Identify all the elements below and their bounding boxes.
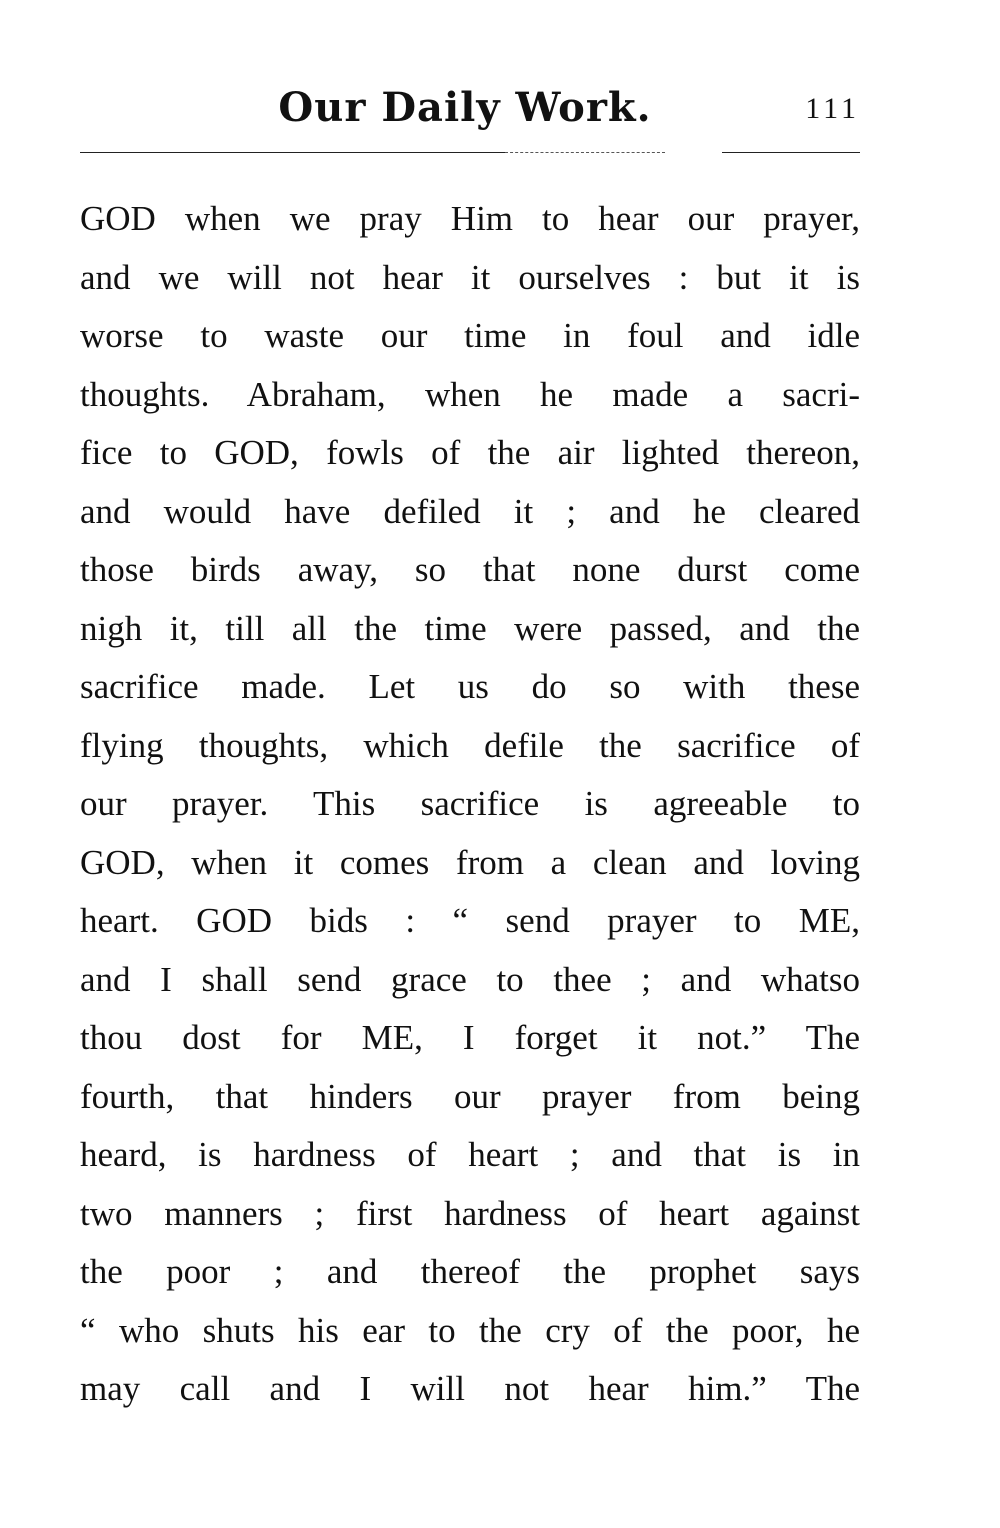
- text-line: the poor ; and thereof the prophet says: [80, 1252, 860, 1291]
- page-number: 111: [805, 92, 860, 125]
- text-line: those birds away, so that none durst come: [80, 550, 860, 589]
- header-rule: [722, 152, 860, 153]
- text-line: heart. GOD bids : “ send prayer to ME,: [80, 901, 860, 940]
- text-line: worse to waste our time in foul and idle: [80, 316, 860, 355]
- text-line: fice to GOD, fowls of the air lighted thereon,: [80, 433, 860, 472]
- text-line: our prayer. This sacrifice is agreeable to: [80, 784, 860, 823]
- text-line: thoughts. Abraham, when he made a sacri-: [80, 374, 860, 414]
- text-line: two manners ; first hardness of heart against: [80, 1193, 860, 1233]
- text-line: heard, is hardness of heart ; and that is in: [80, 1135, 860, 1174]
- header-rule: [80, 152, 505, 153]
- text-line: and would have defiled it ; and he cleared: [80, 491, 860, 531]
- body-text: [80, 190, 860, 1419]
- text-line: “ who shuts his ear to the cry of the poor, he: [80, 1310, 860, 1350]
- running-head: [0, 78, 1000, 138]
- header-rule: [505, 152, 665, 153]
- text-line: nigh it, till all the time were passed, and the: [80, 608, 860, 648]
- text-line: thou dost for ME, I forget it not.” The: [80, 1018, 860, 1057]
- text-line: fourth, that hinders our prayer from being: [80, 1076, 860, 1116]
- text-line: GOD when we pray Him to hear our prayer,: [80, 199, 860, 238]
- text-line: GOD, when it comes from a clean and loving: [80, 842, 860, 882]
- text-line: may call and I will not hear him.” The: [80, 1369, 860, 1408]
- text-line: sacrifice made. Let us do so with these: [80, 667, 860, 706]
- text-line: and we will not hear it ourselves : but it is: [80, 257, 860, 297]
- running-title: Our Daily Work.: [278, 84, 652, 131]
- text-line: and I shall send grace to thee ; and whatso: [80, 959, 860, 999]
- text-line: flying thoughts, which defile the sacrifice of: [80, 725, 860, 765]
